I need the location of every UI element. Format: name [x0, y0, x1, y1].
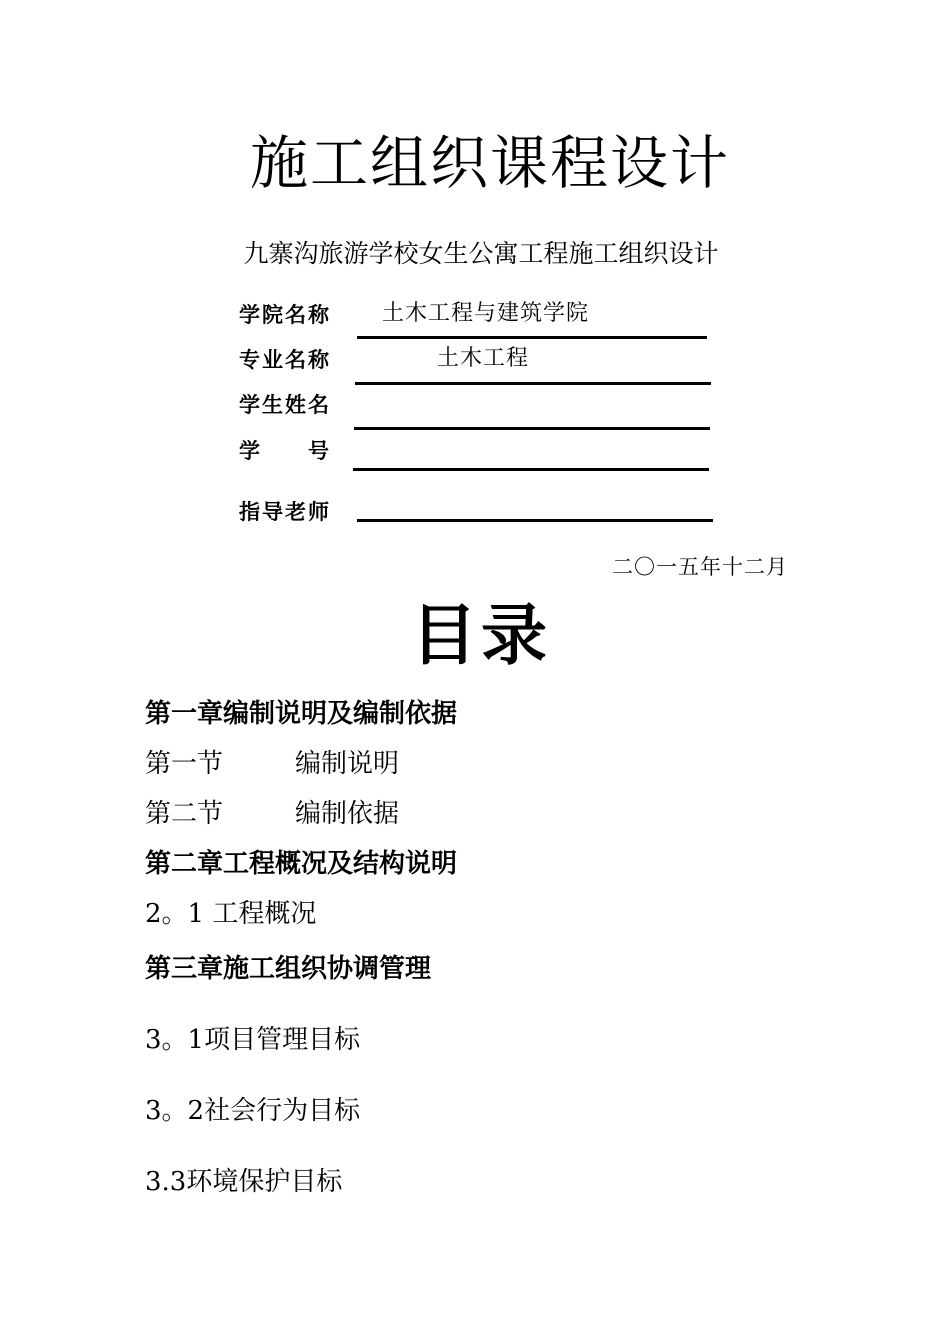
student-name-label: 学生姓名 — [239, 393, 331, 417]
student-name-underline — [354, 427, 710, 430]
toc-section-1-2 — [145, 796, 399, 832]
major-label: 专业名称 — [239, 348, 331, 372]
toc-section-number: 第二节 — [145, 799, 224, 829]
major-underline — [355, 382, 711, 385]
document-title: 施工组织课程设计 — [249, 129, 730, 197]
toc-section-2-1: 2。1 工程概况 — [145, 899, 317, 929]
advisor-label: 指导老师 — [239, 500, 331, 524]
student-id-label: 学 号 — [239, 439, 331, 463]
toc-section-text: 编制说明 — [295, 749, 400, 779]
major-value: 土木工程 — [437, 346, 530, 371]
toc-chapter-3: 第三章施工组织协调管理 — [145, 954, 432, 984]
student-id-underline — [353, 468, 709, 471]
college-value: 土木工程与建筑学院 — [382, 301, 590, 326]
toc-section-3-3: 3.3环境保护目标 — [145, 1167, 343, 1197]
college-underline — [357, 336, 707, 339]
toc-chapter-2: 第二章工程概况及结构说明 — [145, 849, 458, 879]
toc-section-3-1: 3。1项目管理目标 — [145, 1025, 361, 1055]
advisor-underline — [357, 519, 713, 522]
college-label: 学院名称 — [239, 303, 331, 327]
toc-section-1-1 — [145, 746, 399, 782]
toc-section-number: 第一节 — [145, 749, 224, 779]
toc-chapter-1: 第一章编制说明及编制依据 — [145, 699, 458, 729]
toc-title: 目录 — [411, 597, 551, 674]
document-subtitle: 九寨沟旅游学校女生公寓工程施工组织设计 — [243, 239, 719, 268]
toc-section-text: 编制依据 — [295, 799, 400, 829]
document-date: 二〇一五年十二月 — [612, 555, 788, 579]
toc-section-3-2: 3。2社会行为目标 — [145, 1096, 361, 1126]
